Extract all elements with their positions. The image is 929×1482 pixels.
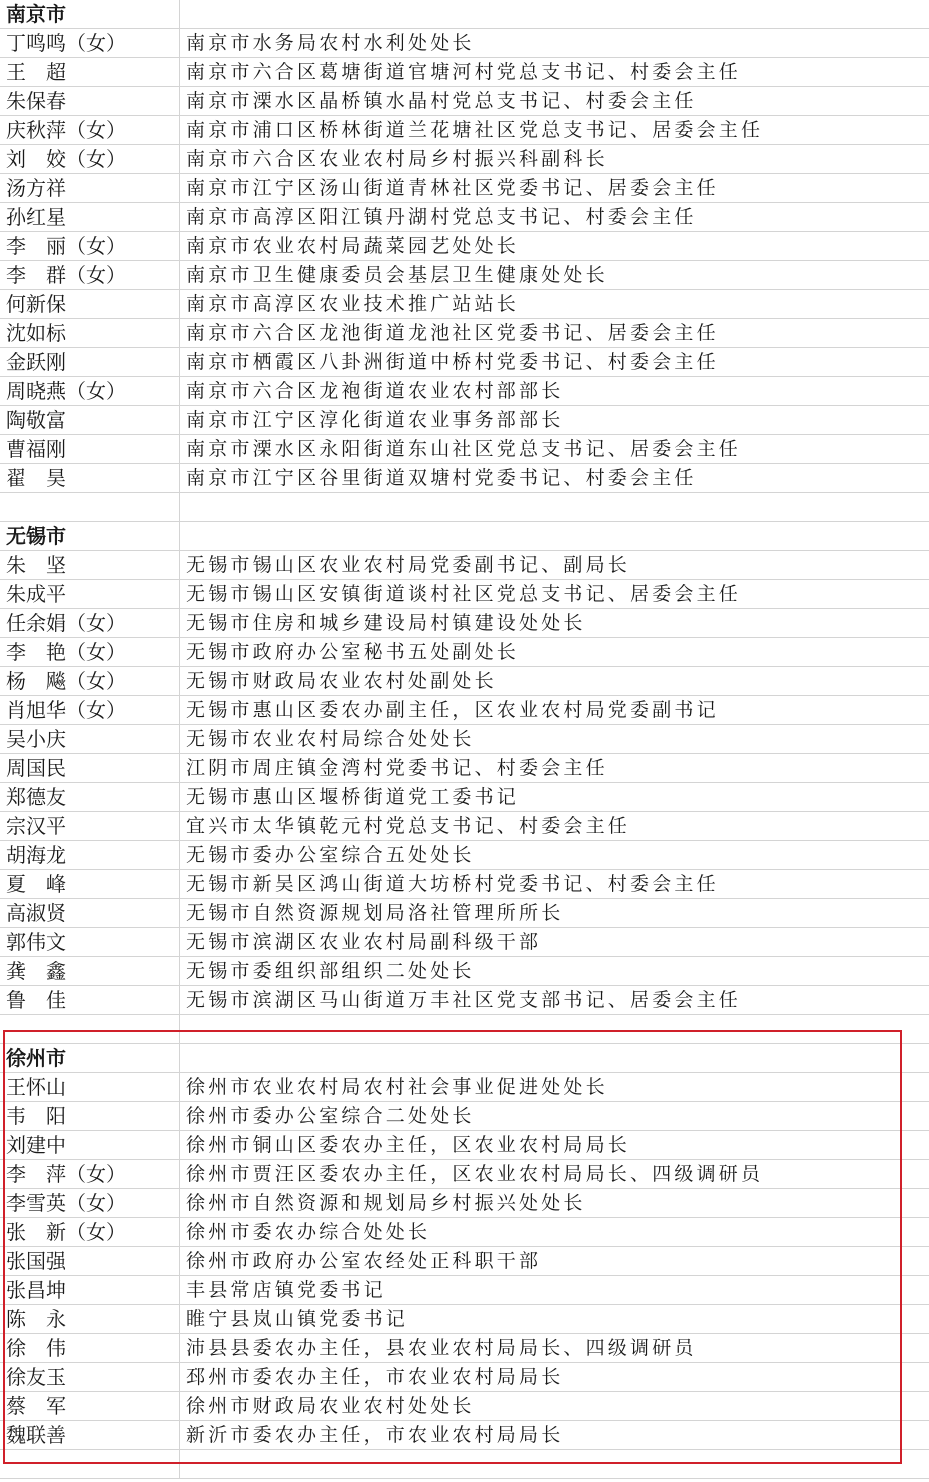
table-row[interactable] bbox=[0, 1276, 929, 1305]
table-row[interactable] bbox=[0, 754, 929, 783]
city-name: 南京市 bbox=[0, 0, 180, 28]
person-name: 郑德友 bbox=[0, 783, 180, 811]
table-row[interactable] bbox=[0, 232, 929, 261]
table-row[interactable] bbox=[0, 696, 929, 725]
person-name: 朱 坚 bbox=[0, 551, 180, 579]
person-position: 徐州市铜山区委农办主任，区农业农村局局长 bbox=[186, 1134, 631, 1156]
table-row[interactable] bbox=[0, 638, 929, 667]
person-name: 何新保 bbox=[0, 290, 180, 318]
city-header-row[interactable] bbox=[0, 1044, 929, 1073]
person-position: 睢宁县岚山镇党委书记 bbox=[186, 1308, 409, 1330]
person-position: 徐州市委办公室综合二处处长 bbox=[186, 1105, 475, 1127]
table-row[interactable] bbox=[0, 87, 929, 116]
city-header-row[interactable] bbox=[0, 522, 929, 551]
table-row[interactable] bbox=[0, 319, 929, 348]
table-row[interactable] bbox=[0, 464, 929, 493]
person-position: 徐州市贾汪区委农办主任，区农业农村局局长、四级调研员 bbox=[186, 1163, 764, 1185]
person-name: 朱成平 bbox=[0, 580, 180, 608]
person-position: 无锡市自然资源规划局洛社管理所所长 bbox=[186, 902, 564, 924]
person-name: 高淑贤 bbox=[0, 899, 180, 927]
empty-cell bbox=[0, 1450, 180, 1478]
person-name: 金跃刚 bbox=[0, 348, 180, 376]
city-header-row[interactable] bbox=[0, 0, 929, 29]
table-row[interactable] bbox=[0, 203, 929, 232]
person-position: 南京市江宁区谷里街道双塘村党委书记、村委会主任 bbox=[186, 467, 697, 489]
table-row[interactable] bbox=[0, 870, 929, 899]
table-row[interactable] bbox=[0, 1073, 929, 1102]
empty-row[interactable] bbox=[0, 1450, 929, 1479]
person-position: 南京市江宁区淳化街道农业事务部部长 bbox=[186, 409, 564, 431]
table-row[interactable] bbox=[0, 1247, 929, 1276]
table-row[interactable] bbox=[0, 928, 929, 957]
empty-cell bbox=[0, 1015, 180, 1043]
person-name: 丁鸣鸣（女） bbox=[0, 29, 180, 57]
table-row[interactable] bbox=[0, 986, 929, 1015]
person-position: 宜兴市太华镇乾元村党总支书记、村委会主任 bbox=[186, 815, 631, 837]
person-name: 魏联善 bbox=[0, 1421, 180, 1449]
person-position: 无锡市惠山区委农办副主任，区农业农村局党委副书记 bbox=[186, 699, 719, 721]
person-position: 丰县常店镇党委书记 bbox=[186, 1279, 386, 1301]
person-name: 李 萍（女） bbox=[0, 1160, 180, 1188]
person-position: 南京市六合区龙袍街道农业农村部部长 bbox=[186, 380, 564, 402]
person-name: 杨 飚（女） bbox=[0, 667, 180, 695]
table-row[interactable] bbox=[0, 1334, 929, 1363]
person-name: 肖旭华（女） bbox=[0, 696, 180, 724]
person-position: 南京市溧水区永阳街道东山社区党总支书记、居委会主任 bbox=[186, 438, 742, 460]
table-row[interactable] bbox=[0, 377, 929, 406]
table-row[interactable] bbox=[0, 1421, 929, 1450]
table-row[interactable] bbox=[0, 580, 929, 609]
empty-cell bbox=[180, 522, 929, 550]
table-row[interactable] bbox=[0, 261, 929, 290]
person-name: 夏 峰 bbox=[0, 870, 180, 898]
person-name: 张 新（女） bbox=[0, 1218, 180, 1246]
table-row[interactable] bbox=[0, 899, 929, 928]
person-name: 徐 伟 bbox=[0, 1334, 180, 1362]
person-position: 无锡市财政局农业农村处副处长 bbox=[186, 670, 497, 692]
person-position: 南京市六合区葛塘街道官塘河村党总支书记、村委会主任 bbox=[186, 61, 742, 83]
empty-cell bbox=[0, 493, 180, 521]
person-position: 南京市高淳区阳江镇丹湖村党总支书记、村委会主任 bbox=[186, 206, 697, 228]
person-position: 无锡市委组织部组织二处处长 bbox=[186, 960, 475, 982]
person-position: 南京市江宁区汤山街道青林社区党委书记、居委会主任 bbox=[186, 177, 719, 199]
person-name: 蔡 军 bbox=[0, 1392, 180, 1420]
person-name: 张国强 bbox=[0, 1247, 180, 1275]
person-name: 翟 昊 bbox=[0, 464, 180, 492]
person-name: 吴小庆 bbox=[0, 725, 180, 753]
person-name: 陶敬富 bbox=[0, 406, 180, 434]
table-row[interactable] bbox=[0, 812, 929, 841]
table-row[interactable] bbox=[0, 783, 929, 812]
table-row[interactable] bbox=[0, 58, 929, 87]
table-row[interactable] bbox=[0, 145, 929, 174]
person-name: 王 超 bbox=[0, 58, 180, 86]
person-name: 王怀山 bbox=[0, 1073, 180, 1101]
person-position: 无锡市惠山区堰桥街道党工委书记 bbox=[186, 786, 520, 808]
person-name: 郭伟文 bbox=[0, 928, 180, 956]
person-position: 新沂市委农办主任，市农业农村局局长 bbox=[186, 1424, 564, 1446]
empty-cell bbox=[180, 1044, 929, 1072]
person-name: 刘建中 bbox=[0, 1131, 180, 1159]
person-position: 南京市卫生健康委员会基层卫生健康处处长 bbox=[186, 264, 608, 286]
table-row[interactable] bbox=[0, 841, 929, 870]
table-row[interactable] bbox=[0, 1131, 929, 1160]
person-name: 宗汉平 bbox=[0, 812, 180, 840]
person-position: 南京市六合区农业农村局乡村振兴科副科长 bbox=[186, 148, 608, 170]
person-name: 龚 鑫 bbox=[0, 957, 180, 985]
table-row[interactable] bbox=[0, 725, 929, 754]
table-row[interactable] bbox=[0, 1218, 929, 1247]
empty-row[interactable] bbox=[0, 493, 929, 522]
person-position: 无锡市委办公室综合五处处长 bbox=[186, 844, 475, 866]
person-name: 李 丽（女） bbox=[0, 232, 180, 260]
empty-cell bbox=[180, 0, 929, 28]
city-name: 徐州市 bbox=[0, 1044, 180, 1072]
person-position: 南京市高淳区农业技术推广站站长 bbox=[186, 293, 520, 315]
empty-cell bbox=[180, 1450, 929, 1478]
table-row[interactable] bbox=[0, 29, 929, 58]
person-name: 曹福刚 bbox=[0, 435, 180, 463]
table-row[interactable] bbox=[0, 435, 929, 464]
table-row[interactable] bbox=[0, 957, 929, 986]
person-position: 江阴市周庄镇金湾村党委书记、村委会主任 bbox=[186, 757, 608, 779]
table-row[interactable] bbox=[0, 406, 929, 435]
empty-cell bbox=[180, 1015, 929, 1043]
empty-cell bbox=[180, 493, 929, 521]
person-name: 周晓燕（女） bbox=[0, 377, 180, 405]
person-position: 徐州市政府办公室农经处正科职干部 bbox=[186, 1250, 542, 1272]
person-position: 邳州市委农办主任，市农业农村局局长 bbox=[186, 1366, 564, 1388]
table-row[interactable] bbox=[0, 1160, 929, 1189]
table-row[interactable] bbox=[0, 609, 929, 638]
person-position: 沛县县委农办主任，县农业农村局局长、四级调研员 bbox=[186, 1337, 697, 1359]
person-name: 鲁 佳 bbox=[0, 986, 180, 1014]
table-row[interactable] bbox=[0, 290, 929, 319]
person-position: 徐州市自然资源和规划局乡村振兴处处长 bbox=[186, 1192, 586, 1214]
table-row[interactable] bbox=[0, 551, 929, 580]
person-name: 张昌坤 bbox=[0, 1276, 180, 1304]
table-row[interactable] bbox=[0, 1189, 929, 1218]
person-position: 南京市栖霞区八卦洲街道中桥村党委书记、村委会主任 bbox=[186, 351, 719, 373]
person-position: 无锡市住房和城乡建设局村镇建设处处长 bbox=[186, 612, 586, 634]
table-row[interactable] bbox=[0, 348, 929, 377]
person-name: 汤方祥 bbox=[0, 174, 180, 202]
person-name: 庆秋萍（女） bbox=[0, 116, 180, 144]
person-name: 徐友玉 bbox=[0, 1363, 180, 1391]
person-position: 南京市水务局农村水利处处长 bbox=[186, 32, 475, 54]
city-name: 无锡市 bbox=[0, 522, 180, 550]
person-name: 胡海龙 bbox=[0, 841, 180, 869]
table-row[interactable] bbox=[0, 116, 929, 145]
person-position: 无锡市锡山区农业农村局党委副书记、副局长 bbox=[186, 554, 631, 576]
person-position: 无锡市滨湖区马山街道万丰社区党支部书记、居委会主任 bbox=[186, 989, 742, 1011]
person-position: 南京市溧水区晶桥镇水晶村党总支书记、村委会主任 bbox=[186, 90, 697, 112]
person-name: 孙红星 bbox=[0, 203, 180, 231]
table-row[interactable] bbox=[0, 1363, 929, 1392]
table-row[interactable] bbox=[0, 1305, 929, 1334]
person-position: 南京市农业农村局蔬菜园艺处处长 bbox=[186, 235, 520, 257]
person-name: 李雪英（女） bbox=[0, 1189, 180, 1217]
person-position: 无锡市滨湖区农业农村局副科级干部 bbox=[186, 931, 542, 953]
person-name: 朱保春 bbox=[0, 87, 180, 115]
person-name: 陈 永 bbox=[0, 1305, 180, 1333]
person-name: 周国民 bbox=[0, 754, 180, 782]
table-row[interactable] bbox=[0, 667, 929, 696]
table-row[interactable] bbox=[0, 1392, 929, 1421]
person-position: 南京市六合区龙池街道龙池社区党委书记、居委会主任 bbox=[186, 322, 719, 344]
person-position: 无锡市农业农村局综合处处长 bbox=[186, 728, 475, 750]
person-position: 徐州市委农办综合处处长 bbox=[186, 1221, 431, 1243]
person-position: 徐州市农业农村局农村社会事业促进处处长 bbox=[186, 1076, 608, 1098]
person-position: 南京市浦口区桥林街道兰花塘社区党总支书记、居委会主任 bbox=[186, 119, 764, 141]
person-name: 刘 姣（女） bbox=[0, 145, 180, 173]
table-row[interactable] bbox=[0, 1102, 929, 1131]
table-row[interactable] bbox=[0, 174, 929, 203]
person-name: 韦 阳 bbox=[0, 1102, 180, 1130]
person-position: 无锡市锡山区安镇街道谈村社区党总支书记、居委会主任 bbox=[186, 583, 742, 605]
person-name: 李 艳（女） bbox=[0, 638, 180, 666]
person-name: 任余娟（女） bbox=[0, 609, 180, 637]
empty-row[interactable] bbox=[0, 1015, 929, 1044]
person-position: 无锡市新吴区鸿山街道大坊桥村党委书记、村委会主任 bbox=[186, 873, 719, 895]
person-name: 沈如标 bbox=[0, 319, 180, 347]
person-name: 李 群（女） bbox=[0, 261, 180, 289]
person-position: 徐州市财政局农业农村处处长 bbox=[186, 1395, 475, 1417]
person-position: 无锡市政府办公室秘书五处副处长 bbox=[186, 641, 520, 663]
